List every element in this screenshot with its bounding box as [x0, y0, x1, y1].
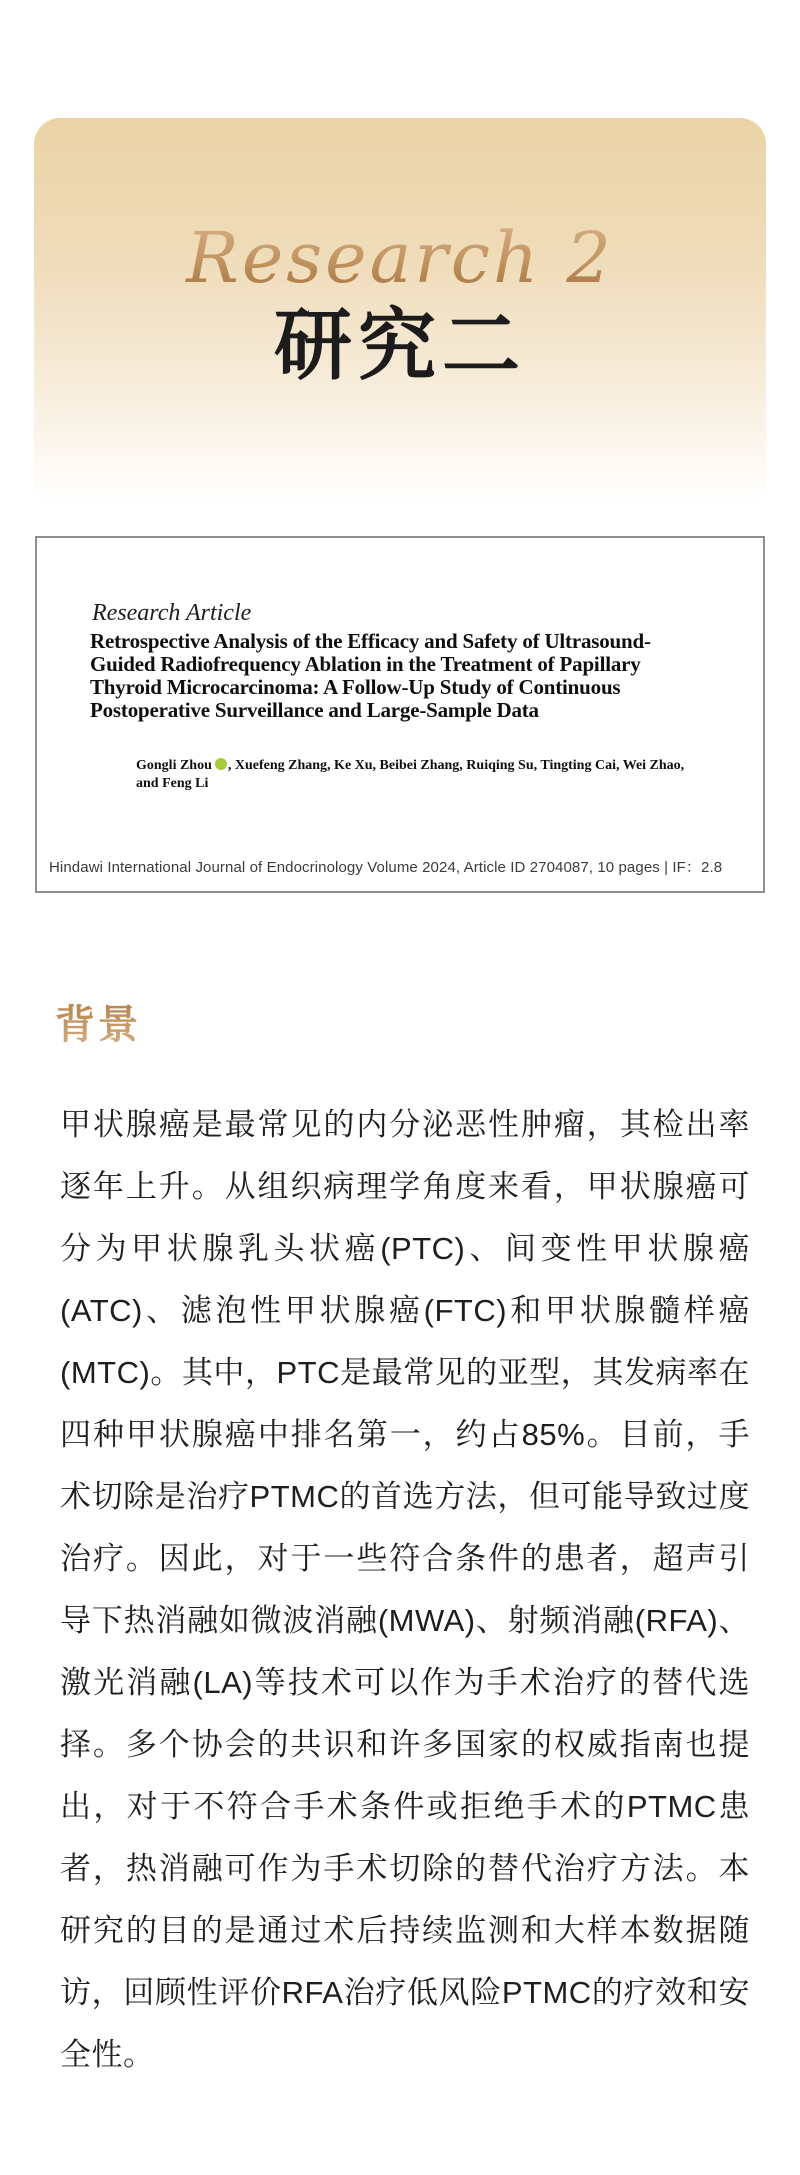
paper-title-line-3: Thyroid Microcarcinoma: A Follow-Up Study of Continuous [90, 675, 621, 699]
paper-title [90, 630, 750, 722]
paper-title-line-4: Postoperative Surveillance and Large-Sample Data [90, 698, 539, 722]
paper-citation-card [35, 536, 765, 893]
orcid-icon [215, 758, 227, 770]
author-list [136, 757, 746, 793]
background-paragraph: 甲状腺癌是最常见的内分泌恶性肿瘤，其检出率逐年上升。从组织病理学角度来看，甲状腺癌可分为甲状腺乳头状癌(PTC)、间变性甲状腺癌(ATC)、滤泡性甲状腺癌(FTC)和甲状腺髓样癌(MTC)。其中，PTC是最常见的亚型，其发病率在四种甲状腺癌中排名第一，约占85%。目前，手术切除是治疗PTMC的首选方法，但可能导致过度治疗。因此，对于一些符合条件的患者，超声引导下热消融如微波消融(MWA)、射频消融(RFA)、激光消融(LA)等技术可以作为手术治疗的替代选择。多个协会的共识和许多国家的权威指南也提出，对于不符合手术条件或拒绝手术的PTMC患者，热消融可作为手术切除的替代治疗方法。本研究的目的是通过术后持续监测和大样本数据随访，回顾性评价RFA治疗低风险PTMC的疗效和安全性。 [60, 1107, 750, 2072]
paper-title-line-2: Guided Radiofrequency Ablation in the Treatment of Papillary [90, 652, 641, 676]
research-cn-title: 研究二 [273, 302, 526, 389]
research-script-title: Research 2 [34, 216, 766, 300]
journal-citation: Hindawi International Journal of Endocrinology Volume 2024, Article ID 2704087, 10 pages | IF：2.8 [49, 859, 723, 876]
author-line-2: and Feng Li [136, 776, 209, 791]
section-heading-background: 背景 [55, 1002, 141, 1047]
paper-title-line-1: Retrospective Analysis of the Efficacy and Safety of Ultrasound- [90, 629, 651, 653]
author-lead: Gongli Zhou [136, 758, 212, 773]
research-article-kicker: Research Article [92, 600, 252, 626]
author-rest: , Xuefeng Zhang, Ke Xu, Beibei Zhang, Ruiqing Su, Tingting Cai, Wei Zhao, [227, 758, 685, 773]
